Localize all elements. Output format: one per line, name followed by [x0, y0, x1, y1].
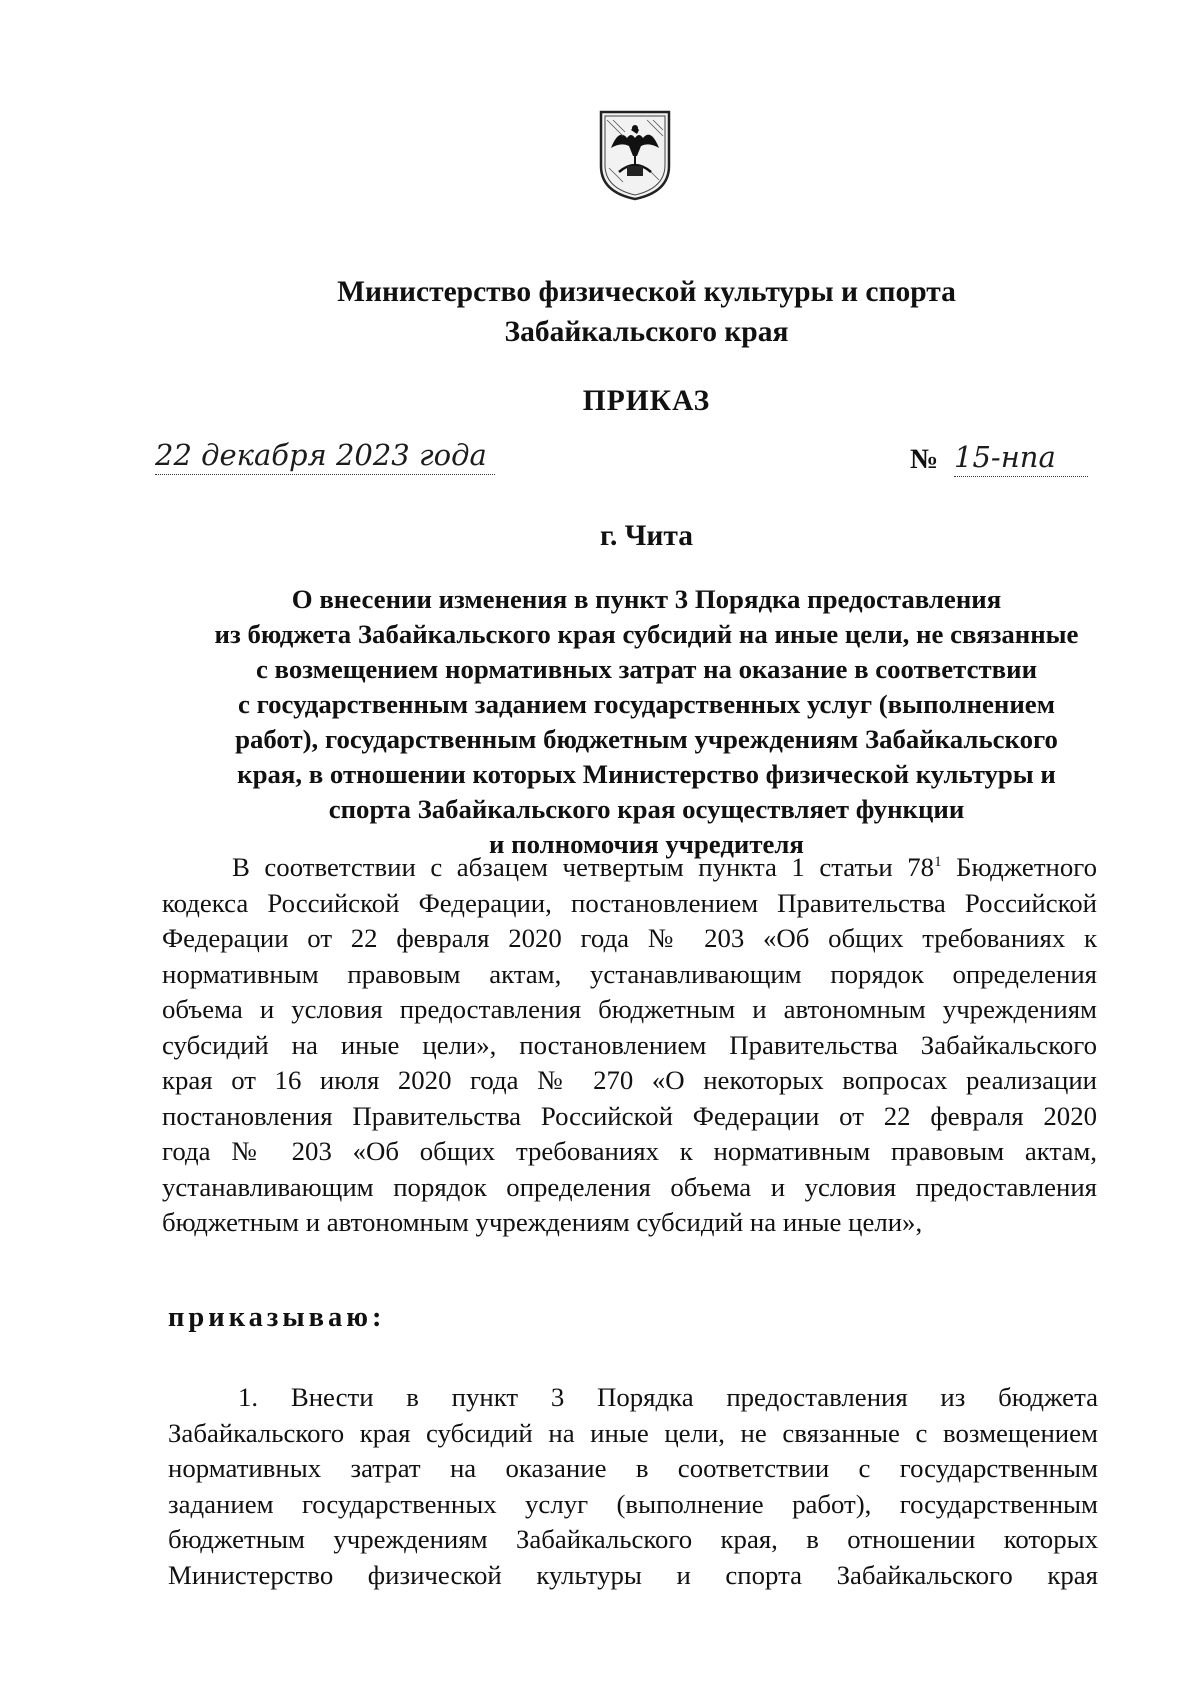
- subject-line: работ), государственным бюджетным учреждениям Забайкальского: [235, 724, 1058, 754]
- city-label: г. Чита: [599, 520, 694, 552]
- item-line: 1. Внести в пункт 3 Порядка предоставления из бюджета: [238, 1382, 1098, 1412]
- subject-line: и полномочия учредителя: [489, 829, 804, 859]
- item-line: Министерство физической культуры и спорта Забайкальского края: [168, 1559, 1098, 1590]
- order-word: приказываю:: [168, 1302, 386, 1333]
- preamble-line: нормативным правовым актам, устанавливающим порядок определения: [162, 958, 1097, 989]
- coat-of-arms-emblem: [597, 108, 673, 202]
- preamble-line: Федерации от 22 февраля 2020 года № 203 «Об общих требованиях к: [162, 923, 1097, 953]
- ministry-name-line-1: Министерство физической культуры и спорта: [337, 276, 956, 308]
- document-type: [0, 385, 1200, 418]
- preamble-line: года № 203 «Об общих требованиях к нормативным правовым актам,: [162, 1136, 1097, 1166]
- subject-line: края, в отношении которых Министерство физической культуры и: [237, 759, 1056, 789]
- preamble-line: устанавливающим порядок определения объема и условия предоставления: [162, 1171, 1097, 1202]
- preamble-line: края от 16 июля 2020 года № 270 «О некоторых вопросах реализации: [162, 1065, 1097, 1095]
- item-line: нормативных затрат на оказание в соответствии с государственным: [168, 1453, 1098, 1483]
- item-line: Забайкальского края субсидий на иные цели, не связанные с возмещением: [168, 1417, 1098, 1448]
- preamble-paragraph: [162, 850, 1097, 1241]
- preamble-text: Бюджетного: [941, 852, 1097, 882]
- preamble-line-1: [162, 850, 1097, 886]
- subject-line: из бюджета Забайкальского края субсидий на иные цели, не связанные: [214, 619, 1079, 649]
- preamble-line: объема и условия предоставления бюджетным и автономным учреждениям: [162, 994, 1097, 1024]
- preamble-line: кодекса Российской Федерации, постановлением Правительства Российской: [162, 887, 1097, 918]
- ministry-name: [0, 272, 1200, 352]
- document-subject: [0, 582, 1200, 862]
- preamble-line: субсидий на иные цели», постановлением Правительства Забайкальского: [162, 1029, 1097, 1060]
- city: [0, 520, 1200, 553]
- number-sign: №: [910, 444, 939, 475]
- subject-line: спорта Забайкальского края осуществляет функции: [328, 794, 965, 824]
- number-value: 15-нпа: [954, 440, 1088, 477]
- ministry-name-line-2: Забайкальского края: [504, 316, 789, 348]
- subject-line: с возмещением нормативных затрат на оказание в соответствии: [255, 654, 1038, 684]
- preamble-text: В соответствии с абзацем четвертым пункта 1 статьи 78: [232, 852, 935, 882]
- preamble-line: бюджетным и автономным учреждениям субсидий на иные цели»,: [162, 1207, 923, 1237]
- article-superscript: 1: [934, 854, 942, 871]
- subject-line: О внесении изменения в пункт 3 Порядка предоставления: [291, 584, 1002, 614]
- document-number: [910, 440, 1088, 484]
- item-line: заданием государственных услуг (выполнение работ), государственным: [168, 1488, 1098, 1519]
- document-type-label: ПРИКАЗ: [582, 385, 711, 417]
- document-date: 22 декабря 2023 года: [155, 438, 495, 475]
- item-line: бюджетным учреждениям Забайкальского края, в отношении которых: [168, 1524, 1098, 1554]
- preamble-line: постановления Правительства Российской Федерации от 22 февраля 2020: [162, 1100, 1097, 1131]
- subject-line: с государственным заданием государственных услуг (выполнением: [238, 689, 1055, 719]
- order-item-1: [168, 1380, 1098, 1593]
